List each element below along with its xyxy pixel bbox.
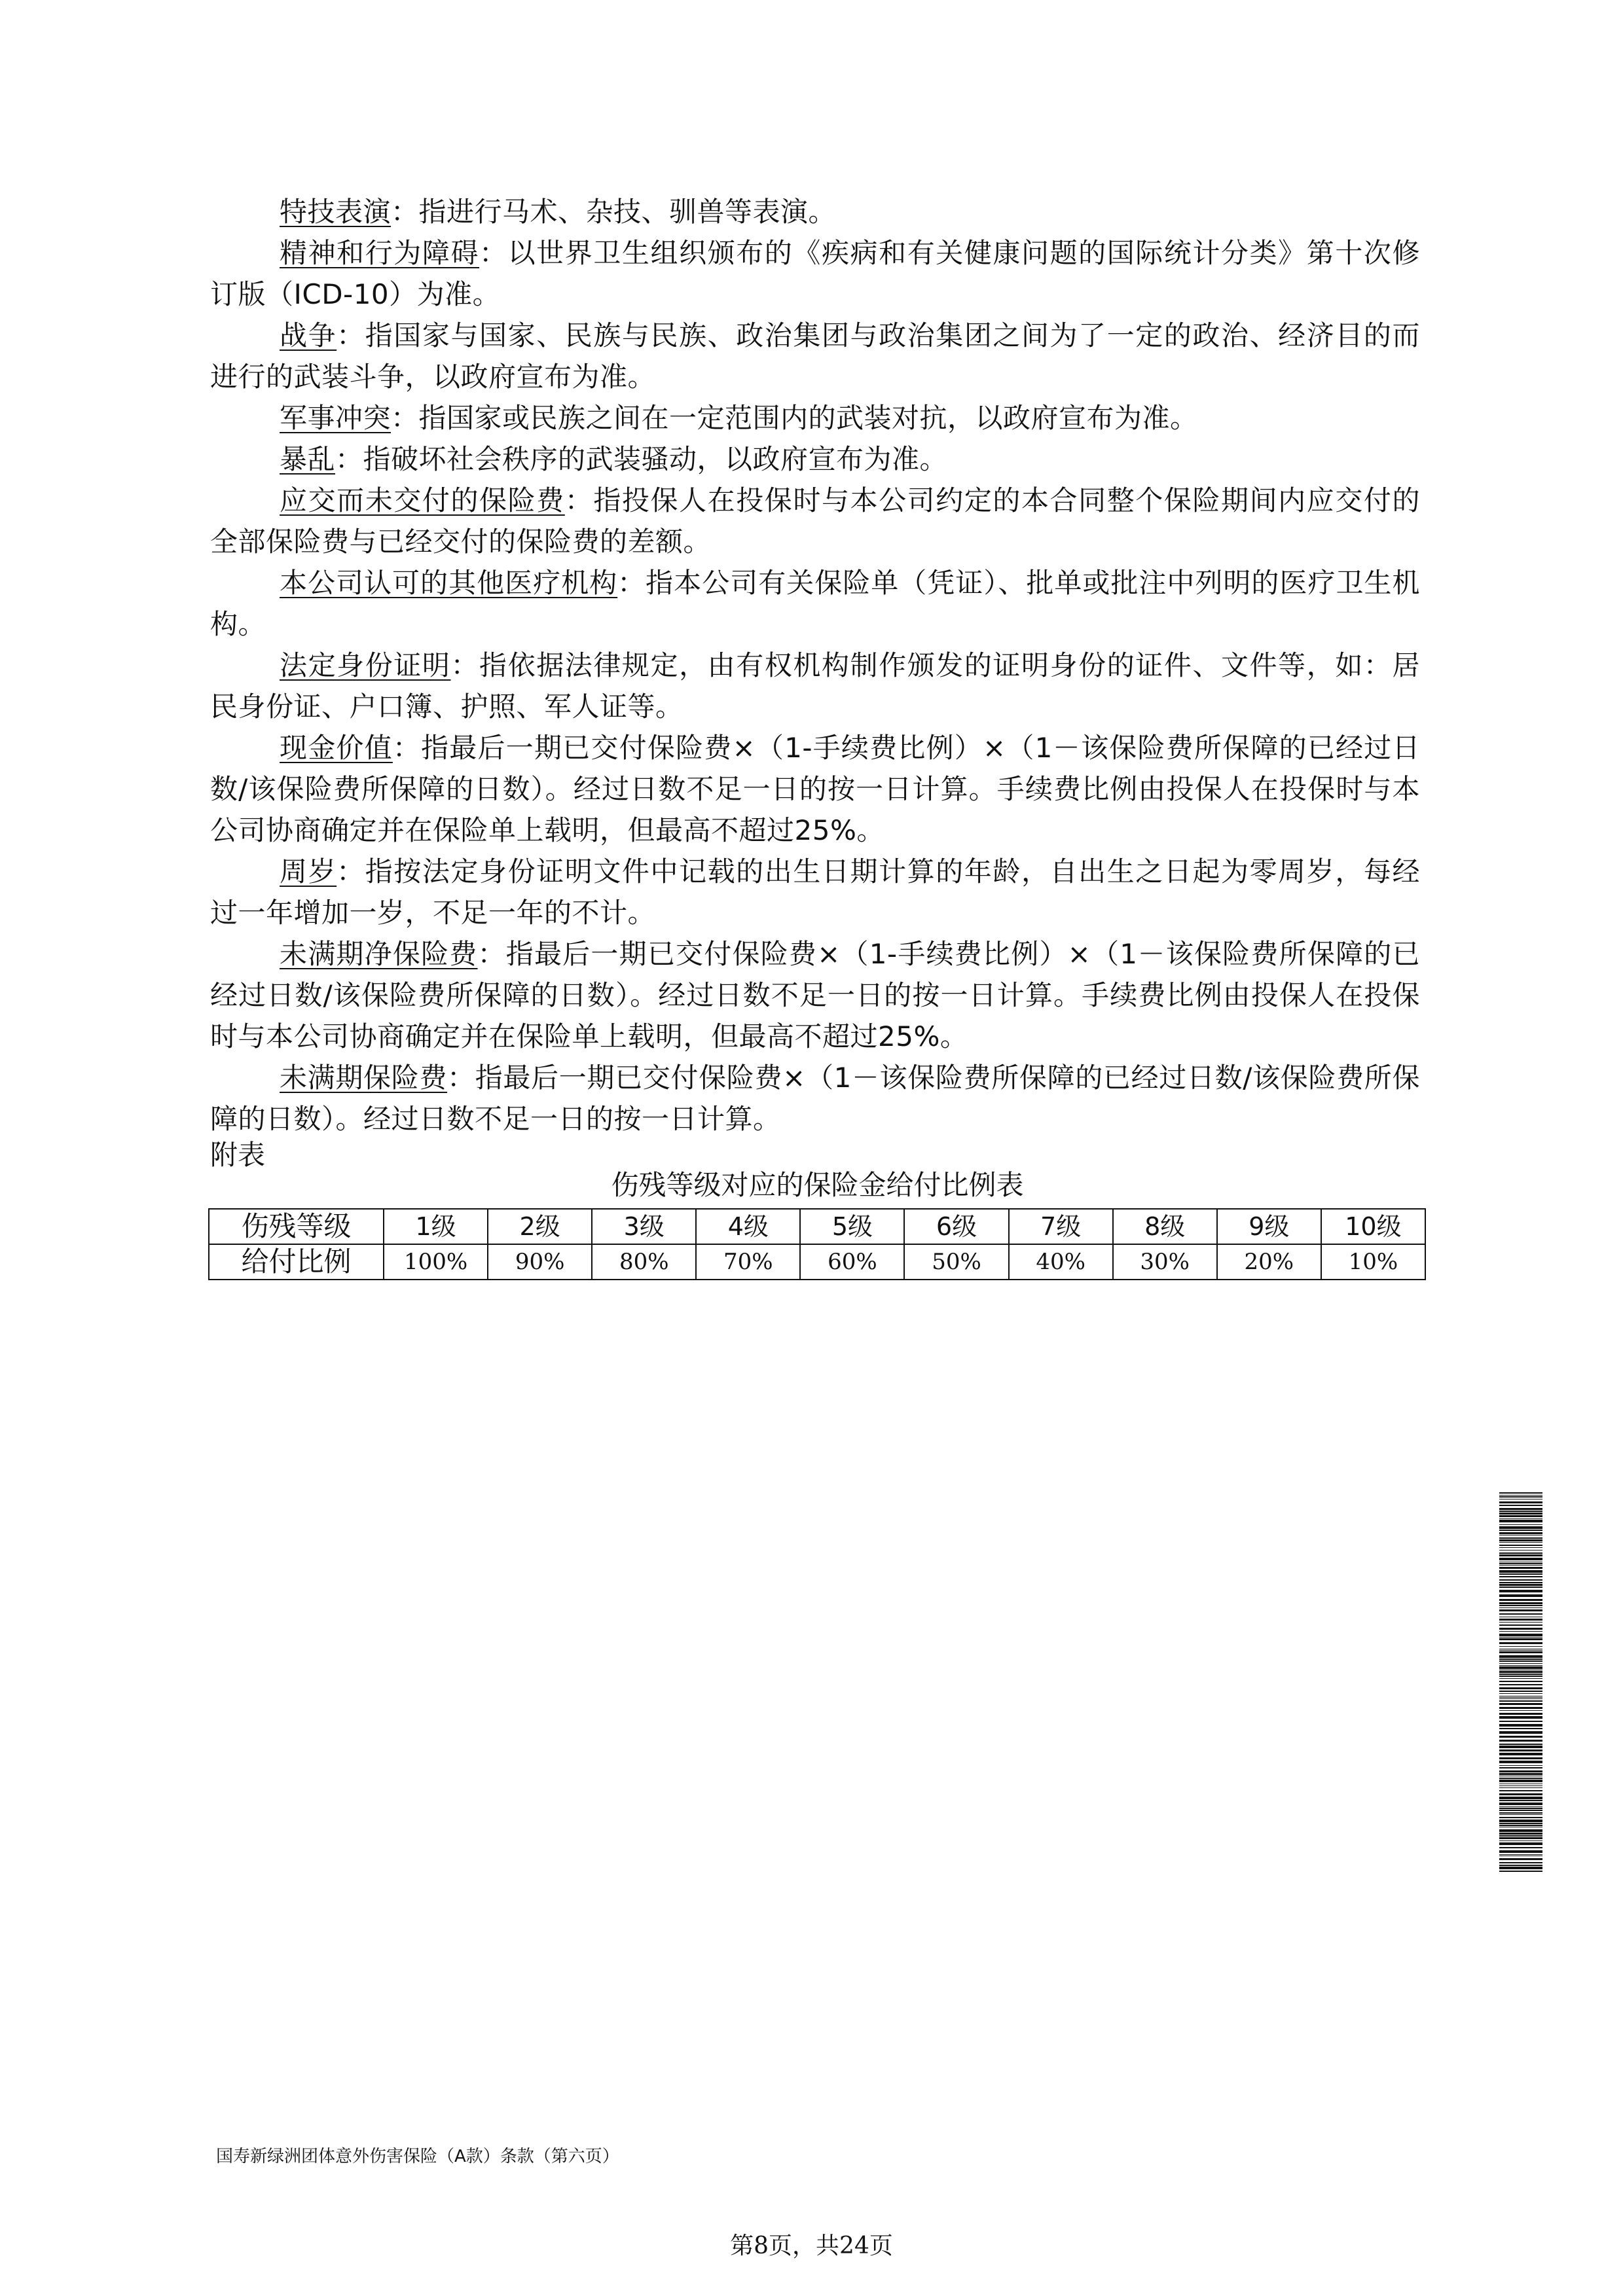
barcode-bar [1499, 1847, 1542, 1848]
barcode-bar [1499, 1619, 1542, 1621]
definition-text: ：指破坏社会秩序的武装骚动，以政府宣布为准。 [335, 443, 948, 475]
barcode-bar [1499, 1622, 1542, 1623]
barcode-bar [1499, 1542, 1542, 1543]
definition-paragraph [210, 397, 1420, 439]
barcode-bar [1499, 1587, 1542, 1588]
barcode-bar [1499, 1691, 1542, 1692]
barcode-bar [1499, 1707, 1542, 1709]
definition-paragraph [210, 232, 1420, 315]
barcode-bar [1499, 1820, 1542, 1822]
barcode-bar [1499, 1496, 1542, 1498]
barcode-bar [1499, 1550, 1542, 1551]
barcode-bar [1499, 1609, 1542, 1611]
barcode-bar [1499, 1573, 1542, 1575]
barcode-bar [1499, 1565, 1542, 1566]
barcode-bar [1499, 1744, 1542, 1745]
definition-text: ：指按法定身份证明文件中记载的出生日期计算的年龄，自出生之日起为零周岁，每经过一年增加一岁，不足一年的不计。 [210, 855, 1420, 929]
level-cell: 10级 [1321, 1209, 1425, 1244]
barcode-bar [1499, 1545, 1542, 1546]
barcode-bar [1499, 1842, 1542, 1845]
barcode-bar [1499, 1539, 1542, 1541]
level-cell: 7级 [1009, 1209, 1113, 1244]
definition-text: ：指投保人在投保时与本公司约定的本合同整个保险期间内应交付的全部保险费与已经交付的保险费的差额。 [210, 484, 1420, 558]
barcode-bar [1499, 1637, 1542, 1638]
barcode-bar [1499, 1650, 1542, 1651]
barcode-bar [1499, 1837, 1542, 1839]
barcode-bar [1499, 1780, 1542, 1782]
barcode-bar [1499, 1567, 1542, 1569]
barcode-bar [1499, 1515, 1542, 1517]
barcode-bar [1499, 1526, 1542, 1529]
level-cell: 5级 [800, 1209, 904, 1244]
definition-text: ：以世界卫生组织颁布的《疾病和有关健康问题的国际统计分类》第十次修订版（ICD-10）为准。 [210, 237, 1420, 310]
barcode-bar [1499, 1814, 1542, 1815]
barcode-bar [1499, 1700, 1542, 1702]
barcode-bar [1499, 1513, 1542, 1515]
ratio-cell: 80% [592, 1244, 696, 1280]
barcode-bar [1499, 1524, 1542, 1525]
barcode-bar [1499, 1778, 1542, 1779]
barcode-bar [1499, 1793, 1542, 1795]
table-title: 伤残等级对应的保险金给付比例表 [611, 1169, 1024, 1201]
definition-term: 周岁 [280, 855, 337, 888]
barcode-bar [1499, 1570, 1542, 1573]
definition-term: 本公司认可的其他医疗机构 [280, 567, 618, 599]
barcode-bar [1499, 1806, 1542, 1807]
barcode-bar [1499, 1532, 1542, 1534]
definitions-section [210, 191, 1420, 1139]
barcode-bar [1499, 1631, 1542, 1632]
definition-text: ：指最后一期已交付保险费×（1-手续费比例）×（1－该保险费所保障的已经过日数/该保险费所保障的日数）。经过日数不足一日的按一日计算。手续费比例由投保人在投保时与本公司协商确定并在保险单上载明，但最高不超过25%。 [210, 732, 1420, 846]
definition-term: 现金价值 [280, 732, 393, 764]
row-header-ratio: 给付比例 [209, 1244, 384, 1280]
barcode-bar [1499, 1767, 1542, 1768]
barcode-bar [1499, 1833, 1542, 1835]
barcode-bar [1499, 1552, 1542, 1554]
barcode-bar [1499, 1676, 1542, 1677]
barcode-bar [1499, 1787, 1542, 1788]
definition-paragraph [210, 727, 1420, 851]
barcode-bar [1499, 1563, 1542, 1564]
barcode-bar [1499, 1646, 1542, 1647]
definition-paragraph [210, 1057, 1420, 1139]
ratio-cell: 20% [1217, 1244, 1321, 1280]
definition-text: ：指本公司有关保险单（凭证）、批单或批注中列明的医疗卫生机构。 [210, 567, 1420, 640]
barcode-bar [1499, 1508, 1542, 1510]
definition-term: 暴乱 [280, 443, 336, 475]
level-cell: 9级 [1217, 1209, 1321, 1244]
definition-term: 军事冲突 [280, 402, 392, 434]
barcode-bar [1499, 1808, 1542, 1809]
definition-text: ：指国家与国家、民族与民族、政治集团与政治集团之间为了一定的政治、经济目的而进行的武装斗争，以政府宣布为准。 [210, 319, 1420, 393]
definition-term: 特技表演 [280, 196, 392, 228]
barcode-bar [1499, 1765, 1542, 1766]
definition-paragraph [210, 645, 1420, 727]
level-cell: 3级 [592, 1209, 696, 1244]
definition-term: 应交而未交付的保险费 [280, 484, 565, 516]
definition-paragraph [210, 933, 1420, 1057]
ratio-cell: 50% [904, 1244, 1008, 1280]
barcode-bar [1499, 1825, 1542, 1826]
barcode-bar [1499, 1558, 1542, 1560]
barcode-bar [1499, 1501, 1542, 1503]
barcode-bar [1499, 1605, 1542, 1606]
barcode-bar [1499, 1810, 1542, 1811]
barcode-bar [1499, 1663, 1542, 1664]
barcode-bar [1499, 1713, 1542, 1715]
definition-paragraph [210, 439, 1420, 480]
barcode-bar [1499, 1547, 1542, 1548]
barcode-bar [1499, 1660, 1542, 1662]
barcode-bar [1499, 1817, 1542, 1818]
ratio-cell: 60% [800, 1244, 904, 1280]
barcode-bar [1499, 1835, 1542, 1837]
barcode-bar [1499, 1599, 1542, 1601]
barcode-bar [1499, 1850, 1542, 1853]
barcode-bar [1499, 1594, 1542, 1597]
barcode-bar [1499, 1803, 1542, 1805]
definition-term: 法定身份证明 [280, 649, 451, 681]
barcode-bar [1499, 1740, 1542, 1742]
level-cell: 1级 [384, 1209, 488, 1244]
definition-text: ：指国家或民族之间在一定范围内的武装对抗，以政府宣布为准。 [391, 402, 1198, 434]
barcode-bar [1499, 1731, 1542, 1734]
barcode-bar [1499, 1790, 1542, 1791]
level-cell: 8级 [1113, 1209, 1217, 1244]
barcode-bar [1499, 1854, 1542, 1855]
barcode-bar [1499, 1736, 1542, 1738]
row-header-level: 伤残等级 [209, 1209, 384, 1244]
barcode-bar [1499, 1698, 1542, 1699]
barcode-bar [1499, 1511, 1542, 1512]
definition-text: ：指最后一期已交付保险费×（1-手续费比例）×（1－该保险费所保障的已经过日数/该保险费所保障的日数）。经过日数不足一日的按一日计算。手续费比例由投保人在投保时与本公司协商确定并在保险单上载明，但最高不超过25%。 [210, 938, 1420, 1052]
barcode-bar [1499, 1785, 1542, 1786]
barcode-bar [1499, 1537, 1542, 1539]
barcode-bar [1499, 1520, 1542, 1522]
barcode-bar [1499, 1753, 1542, 1755]
barcode-bar [1499, 1800, 1542, 1801]
barcode-bar [1499, 1770, 1542, 1772]
barcode-bar [1499, 1584, 1542, 1586]
definition-term: 战争 [280, 319, 337, 351]
ratio-cell: 70% [696, 1244, 800, 1280]
barcode-bar [1499, 1829, 1542, 1832]
barcode-bar [1499, 1867, 1542, 1869]
barcode-bar [1499, 1554, 1542, 1556]
barcode-bar [1499, 1642, 1542, 1644]
barcode-bar [1499, 1674, 1542, 1675]
barcode-bar [1499, 1492, 1542, 1494]
definition-text: ：指最后一期已交付保险费×（1－该保险费所保障的已经过日数/该保险费所保障的日数）。经过日数不足一日的按一日计算。 [210, 1062, 1420, 1135]
barcode-bar [1499, 1773, 1542, 1775]
barcode-bar [1499, 1716, 1542, 1719]
ratio-cell: 40% [1009, 1244, 1113, 1280]
barcode-bar [1499, 1530, 1542, 1531]
barcode-bar [1499, 1721, 1542, 1722]
barcode-bar [1499, 1518, 1542, 1519]
barcode-bar [1499, 1703, 1542, 1705]
barcode-bar [1499, 1858, 1542, 1860]
footer-note: 国寿新绿洲团体意外伤害保险（A款）条款（第六页） [216, 2147, 619, 2166]
barcode-bar [1499, 1590, 1542, 1592]
definition-text: ：指依据法律规定，由有权机构制作颁发的证明身份的证件、文件等，如：居民身份证、户口簿、护照、军人证等。 [210, 649, 1420, 723]
barcode-bar [1499, 1812, 1542, 1814]
barcode-bar [1499, 1757, 1542, 1759]
definition-term: 未满期保险费 [280, 1062, 448, 1094]
level-cell: 2级 [488, 1209, 592, 1244]
barcode-bar [1499, 1684, 1542, 1685]
barcode-bar [1499, 1576, 1542, 1577]
definition-term: 未满期净保险费 [280, 938, 478, 970]
barcode-bar [1499, 1797, 1542, 1799]
definition-paragraph [210, 480, 1420, 562]
barcode-bar [1499, 1651, 1542, 1653]
ratio-cell: 90% [488, 1244, 592, 1280]
definition-paragraph [210, 191, 1420, 232]
level-cell: 4级 [696, 1209, 800, 1244]
table-row [209, 1209, 1425, 1244]
appendix-label: 附表 [210, 1139, 266, 1171]
barcode-bar [1499, 1638, 1542, 1640]
barcode-bar [1499, 1607, 1542, 1608]
barcode-bar [1499, 1655, 1542, 1658]
barcode-bar [1499, 1697, 1542, 1698]
ratio-cell: 10% [1321, 1244, 1425, 1280]
barcode-bar [1499, 1862, 1542, 1863]
barcode-bar [1499, 1579, 1542, 1581]
definition-text: ：指进行马术、杂技、驯兽等表演。 [391, 196, 837, 228]
barcode-bar [1499, 1602, 1542, 1604]
barcode-bar [1499, 1495, 1542, 1496]
level-cell: 6级 [904, 1209, 1008, 1244]
definition-term: 精神和行为障碍 [280, 237, 480, 269]
page-number: 第8页，共24页 [730, 2233, 893, 2259]
barcode-bar [1499, 1582, 1542, 1583]
barcode-bar [1499, 1681, 1542, 1682]
definition-paragraph [210, 562, 1420, 645]
barcode-bar [1499, 1840, 1542, 1841]
barcode-bar [1499, 1823, 1542, 1824]
ratio-cell: 30% [1113, 1244, 1217, 1280]
table-row [209, 1244, 1425, 1280]
definition-paragraph [210, 851, 1420, 933]
barcode-bar [1499, 1505, 1542, 1506]
barcode-bar [1499, 1865, 1542, 1866]
barcode-bar [1499, 1746, 1542, 1748]
barcode-bar [1499, 1659, 1542, 1660]
barcode-bar [1499, 1687, 1542, 1689]
barcode-bar [1499, 1724, 1542, 1727]
barcode-bar [1499, 1871, 1542, 1872]
barcode-bar [1499, 1628, 1542, 1630]
barcode-bar [1499, 1665, 1542, 1666]
barcode-bar [1499, 1749, 1542, 1751]
barcode-image [1499, 1492, 1542, 1872]
barcode-bar [1499, 1728, 1542, 1729]
barcode-bar [1499, 1678, 1542, 1679]
barcode-bar [1499, 1613, 1542, 1615]
barcode-bar [1499, 1634, 1542, 1636]
barcode-bar [1499, 1693, 1542, 1694]
barcode-bar [1499, 1671, 1542, 1673]
definition-paragraph [210, 315, 1420, 397]
barcode-bar [1499, 1624, 1542, 1626]
ratio-cell: 100% [384, 1244, 488, 1280]
barcode-bar [1499, 1666, 1542, 1669]
barcode-bar [1499, 1761, 1542, 1763]
barcode-bar [1499, 1710, 1542, 1711]
disability-ratio-table [208, 1208, 1426, 1280]
